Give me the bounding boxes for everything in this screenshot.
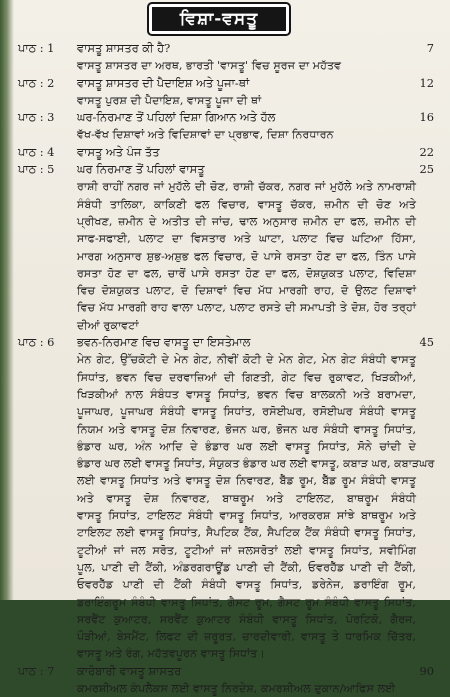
chapter-label: ਪਾਠ : 1 [18,41,55,55]
subtopic-text: ਡਰਾਇੰਗਰੂਮ ਸੰਬੰਧੀ ਵਾਸਤੂ ਸਿਧਾਂਤ, ਗੈਸਟ ਰੂਮ, ਗੈਸਟ ਰੂਮ ਸੰਬੰਧੀ ਵਾਸਤੂ ਸਿਧਾਂਤ, [77,595,416,609]
subtopic-line [0,248,450,265]
toc-heading-row [0,161,450,178]
subtopic-line [0,126,450,143]
subtopic-line [0,542,450,559]
toc-heading-row [0,144,450,161]
subtopic-text: ਭੰਡਾਰ ਘਰ ਲਈ ਵਾਸਤੂ ਸਿਧਾਂਤ, ਸੰਯੁਕਤ ਭੰਡਾਰ ਘਰ ਲਈ ਵਾਸਤੂ, ਕਬਾੜ ਘਰ, ਕਬਾੜਘਰ [77,457,435,471]
subtopic-text: ਪ੍ਰੀਖਣ, ਜ਼ਮੀਨ ਦੇ ਅਤੀਤ ਦੀ ਜਾਂਚ, ਢਾਲ ਅਨੁਸਾਰ ਜ਼ਮੀਨ ਦਾ ਫਲ, ਜ਼ਮੀਨ ਦੀ [77,214,416,228]
subtopic-text: ਭੰਡਾਰ ਘਰ, ਅੰਨ ਆਦਿ ਦੇ ਭੰਡਾਰ ਘਰ ਲਈ ਵਾਸਤੂ ਸਿਧਾਂਤ, ਸੋਨੇ ਚਾਂਦੀ ਦੇ [77,439,416,453]
subtopic-text: ਵਾਸਤੂ ਸਿਧਾਂਤ, ਟਾਇਲਟ ਸੰਬੰਧੀ ਵਾਸਤੂ ਸਿਧਾਂਤ, ਆਰਕਰਸ਼ ਸਾਂਝੇ ਬਾਥਰੂਮ ਅਤੇ [77,509,416,523]
subtopic-text: ਦੀਆਂ ਰੁਕਾਵਟਾਂ [77,318,139,332]
subtopic-text: ਵਿਚ ਦੋਸ਼ਯੁਕਤ ਪਲਾਟ, ਦੋ ਦਿਸ਼ਾਵਾਂ ਵਿਚ ਮੱਧ ਮਾਰਗੀ ਰਾਹ, ਦੋ ਉਲਟ ਦਿਸ਼ਾਵਾਂ [77,284,416,298]
subtopic-line [0,576,450,593]
page-number: 12 [419,75,434,90]
subtopic-text: ਵਿਚ ਮੱਧ ਮਾਰਗੀ ਰਾਹ ਵਾਲਾ ਪਲਾਟ, ਪਲਾਟ ਰਸਤੇ ਦੀ ਸਮਾਪਤੀ ਤੇ ਦੋਸ਼, ਹੋਰ ਤਰ੍ਹਾਂ [77,301,416,315]
chapter-title: ਘਰ ਨਿਰਮਾਣ ਤੋਂ ਪਹਿਲਾਂ ਵਾਸਤੂ [77,162,205,177]
subtopic-line [0,386,450,403]
subtopic-text: ਮੇਨ ਗੇਟ, ਉੱਚਕੋਟੀ ਦੇ ਮੇਨ ਗੇਟ, ਨੀਵੀਂ ਕੋਟੀ ਦੇ ਮੇਨ ਗੇਟ, ਮੇਨ ਗੇਟ ਸੰਬੰਧੀ ਵਾਸਤੂ [77,353,416,367]
subtopic-line [0,265,450,282]
toc-heading-row [0,663,450,680]
page-number: 25 [419,162,434,177]
toc-entry [0,144,450,161]
chapter-label: ਪਾਠ : 7 [18,663,55,678]
subtopic-text: ਰਸਤਾ ਹੋਣ ਦਾ ਫਲ, ਚਾਰੋਂ ਪਾਸੇ ਰਸਤਾ ਹੋਣ ਦਾ ਫਲ, ਦੋਸ਼ਯੁਕਤ ਪਲਾਟ, ਵਿਦਿਸ਼ਾ [77,266,416,280]
subtopic-text: ਲਈ ਵਾਸਤੂ ਸਿਧਾਂਤ ਅਤੇ ਵਾਸਤੂ ਦੋਸ਼ ਨਿਵਾਰਣ, ਬੈੱਡ ਰੂਮ, ਬੈੱਡ ਰੂਮ ਸੰਬੰਧੀ ਵਾਸਤੂ [77,474,416,488]
subtopic-text: ਸਿਧਾਂਤ, ਭਵਨ ਵਿਚ ਦਰਵਾਜ਼ਿਆਂ ਦੀ ਗਿਣਤੀ, ਗੇਟ ਵਿਚ ਰੁਕਾਵਟ, ਖਿੜਕੀਆਂ, [77,370,416,384]
toc-entry [0,663,450,697]
subtopic-text: ਵਾਸਤੂ ਸ਼ਾਸਤਰ ਦਾ ਅਰਥ, ਭਾਰਤੀ 'ਵਾਸਤੂ' ਵਿਚ ਸੂਰਜ ਦਾ ਮਹੱਤਵ [77,59,342,73]
subtopic-text: ਸਾਫ-ਸਫਾਈ, ਪਲਾਟ ਦਾ ਵਿਸਤਾਰ ਅਤੇ ਘਾਟਾ, ਪਲਾਟ ਵਿਚ ਘਟਿਆ ਹਿੱਸਾ, [77,232,416,246]
toc-entry [0,161,450,334]
page-number: 7 [426,41,434,55]
chapter-label: ਪਾਠ : 6 [18,335,55,350]
subtopic-text: ਪੂਜਾਘਰ, ਪੂਜਾਘਰ ਸੰਬੰਧੀ ਵਾਸਤੂ ਸਿਧਾਂਤ, ਰਸੋਈਘਰ, ਰਸੋਈਘਰ ਸੰਬੰਧੀ ਵਾਸਤੂ [77,405,416,419]
subtopic-line [0,559,450,576]
subtopic-line [0,178,450,195]
page-number: 45 [419,335,434,350]
subtopic-line [0,351,450,368]
chapter-title: ਵਾਸਤੂ ਅਤੇ ਪੰਜ ਤੱਤ [77,144,160,159]
toc-entry [0,75,450,110]
subtopic-text: ਵੱਖ-ਵੱਖ ਦਿਸ਼ਾਵਾਂ ਅਤੇ ਵਿਦਿਸ਼ਾਵਾਂ ਦਾ ਪ੍ਰਭਾਵ, ਦਿਸ਼ਾ ਨਿਰਧਾਰਨ [77,128,334,142]
subtopic-text: ਸਰਵੈਂਟ ਕੁਆਟਰ, ਸਰਵੈਂਟ ਕੁਆਟਰ ਸੰਬੰਧੀ ਵਾਸਤੂ ਸਿਧਾਂਤ, ਪੋਰਟਿਕੋ, ਗੈਰਜ, [77,612,416,626]
chapter-label: ਪਾਠ : 5 [18,162,55,177]
toc-heading-row [0,334,450,351]
subtopic-line [0,369,450,386]
subtopic-line [0,507,450,524]
subtopic-line [0,490,450,507]
subtopic-text: ਰਾਸ਼ੀ ਰਾਹੀਂ ਨਗਰ ਜਾਂ ਮੁਹੱਲੇ ਦੀ ਚੋਣ, ਰਾਸ਼ੀ ਚੱਕਰ, ਨਗਰ ਜਾਂ ਮੁਹੱਲੇ ਅਤੇ ਨਾਮਰਾਸ਼ੀ [77,180,416,194]
subtopic-text: ਸੰਬੰਧੀ ਤਾਲਿਕਾ, ਕਾਕਿਣੀ ਫਲ ਵਿਚਾਰ, ਵਾਸਤੂ ਚੱਕਰ, ਜ਼ਮੀਨ ਦੀ ਚੋਣ ਅਤੇ [77,197,416,211]
subtopic-line [0,524,450,541]
toc-heading-row [0,75,450,92]
chapter-title: ਕਾਰੋਬਾਰੀ ਵਾਸਤੂ ਸ਼ਾਸਤਰ [77,663,182,678]
chapter-title: ਵਾਸਤੂ ਸ਼ਾਸਤਰ ਦੀ ਪੈਦਾਇਸ਼ ਅਤੇ ਪੂਜਾ-ਥਾਂ [77,75,250,90]
toc-heading-row [0,40,450,57]
subtopic-text: ਟੂਟੀਆਂ ਜਾਂ ਜਲ ਸਰੋਤ, ਟੂਟੀਆਂ ਜਾਂ ਜਲਸਰੋਤਾਂ ਲਈ ਵਾਸਤੂ ਸਿਧਾਂਤ, ਸਵੀਮਿੰਗ [77,543,416,557]
subtopic-line [0,594,450,611]
subtopic-text: ਟਾਇਲਟ ਲਈ ਵਾਸਤੂ ਸਿਧਾਂਤ, ਸੈਪਟਿਕ ਟੈਂਕ, ਸੈਪਟਿਕ ਟੈਂਕ ਸੰਬੰਧੀ ਵਾਸਤੂ ਸਿਧਾਂਤ, [77,526,416,540]
chapter-label: ਪਾਠ : 2 [18,75,55,90]
subtopic-text: ਅਤੇ ਵਾਸਤੂ ਦੋਸ਼ ਨਿਵਾਰਣ, ਬਾਥਰੂਮ ਅਤੇ ਟਾਇਲਟ, ਬਾਥਰੂਮ ਸੰਬੰਧੀ [77,491,416,505]
chapter-title: ਭਵਨ-ਨਿਰਮਾਣ ਵਿਚ ਵਾਸਤੂ ਦਾ ਇਸਤੇਮਾਲ [77,335,251,350]
subtopic-line [0,403,450,420]
subtopic-line [0,628,450,645]
page-title: ਵਿਸ਼ਾ-ਵਸਤੂ [149,4,289,34]
subtopic-line [0,299,450,316]
subtopic-line [0,317,450,334]
subtopic-line [0,282,450,299]
subtopic-line [0,196,450,213]
page-number: 22 [419,144,434,159]
chapter-title: ਘਰ-ਨਿਰਮਾਣ ਤੋਂ ਪਹਿਲਾਂ ਦਿਸ਼ਾ ਗਿਆਨ ਅਤੇ ਹੱਲ [77,110,276,125]
subtopic-text: ਪੂਲ, ਪਾਣੀ ਦੀ ਟੈਂਕੀ, ਅੰਡਰਗਰਾਊਂਡ ਪਾਣੀ ਦੀ ਟੈਂਕੀ, ਓਵਰਹੈੱਡ ਪਾਣੀ ਦੀ ਟੈਂਕੀ, [77,560,416,574]
toc-entry [0,40,450,75]
chapter-label: ਪਾਠ : 4 [18,144,55,159]
subtopic-text: ਪੌੜੀਆਂ, ਬੇਸਮੈਂਟ, ਲਿਫਟ ਦੀ ਜ਼ਰੂਰਤ, ਚਾਰਦੀਵਾਰੀ, ਵਾਸਤੂ ਤੇ ਧਾਰਮਿਕ ਚਿੱਤਰ, [77,630,416,644]
subtopic-line [0,421,450,438]
subtopic-line [0,680,450,697]
toc-heading-row [0,109,450,126]
page-number: 16 [419,110,434,125]
subtopic-text: ਵਾਸਤੂ ਪੁਰਸ਼ ਦੀ ਪੈਦਾਇਸ਼, ਵਾਸਤੂ ਪੂਜਾ ਦੀ ਥਾਂ [77,93,262,107]
toc-entry [0,109,450,144]
subtopic-line [0,230,450,247]
subtopic-line [0,455,450,472]
subtopic-text: ਵਾਸਤੂ ਅਤੇ ਰੰਗ, ਮਹੱਤਵਪੂਰਨ ਵਾਸਤੂ ਸਿਧਾਂਤ। [77,647,265,661]
subtopic-text: ਨਿਯਮ ਅਤੇ ਵਾਸਤੂ ਦੋਸ਼ ਨਿਵਾਰਣ, ਭੋਜਨ ਘਰ, ਭੋਜਨ ਘਰ ਸੰਬੰਧੀ ਵਾਸਤੂ ਸਿਧਾਂਤ, [77,422,416,436]
subtopic-line [0,213,450,230]
subtopic-line [0,438,450,455]
subtopic-text: ਮਾਰਗ ਅਨੁਸਾਰ ਸ਼ੁਭ-ਅਸ਼ੁਭ ਫਲ ਵਿਚਾਰ, ਦੋ ਪਾਸੇ ਰਸਤਾ ਹੋਣ ਦਾ ਫਲ, ਤਿੰਨ ਪਾਸੇ [77,249,416,263]
subtopic-line [0,611,450,628]
page-number: 90 [419,663,434,678]
subtopic-line [0,57,450,74]
table-of-contents [0,40,450,697]
chapter-title: ਵਾਸਤੂ ਸ਼ਾਸਤਰ ਕੀ ਹੈ? [77,41,171,55]
subtopic-line [0,92,450,109]
subtopic-text: ਓਵਰਹੈੱਡ ਪਾਣੀ ਦੀ ਟੈਂਕੀ ਸੰਬੰਧੀ ਵਾਸਤੂ ਸਿਧਾਂਤ, ਡਰੇਨੇਜ, ਡਰਾਇੰਗ ਰੂਮ, [77,578,416,592]
chapter-label: ਪਾਠ : 3 [18,110,55,125]
subtopic-line [0,472,450,489]
subtopic-text: ਕਮਰਸ਼ੀਅਲ ਕੰਪਲੈਕਸ ਲਈ ਵਾਸਤੂ ਨਿਰਦੇਸ਼, ਕਮਰਸ਼ੀਅਲ ਦੁਕਾਨ/ਆਫਿਸ ਲਈ [77,681,396,695]
subtopic-line [0,645,450,662]
subtopic-text: ਖਿੜਕੀਆਂ ਨਾਲ ਸੰਬੰਧਤ ਵਾਸਤੂ ਸਿਧਾਂਤ, ਭਵਨ ਵਿਚ ਬਾਲਕਨੀ ਅਤੇ ਬਰਾਮਦਾ, [77,387,416,401]
toc-entry [0,334,450,663]
